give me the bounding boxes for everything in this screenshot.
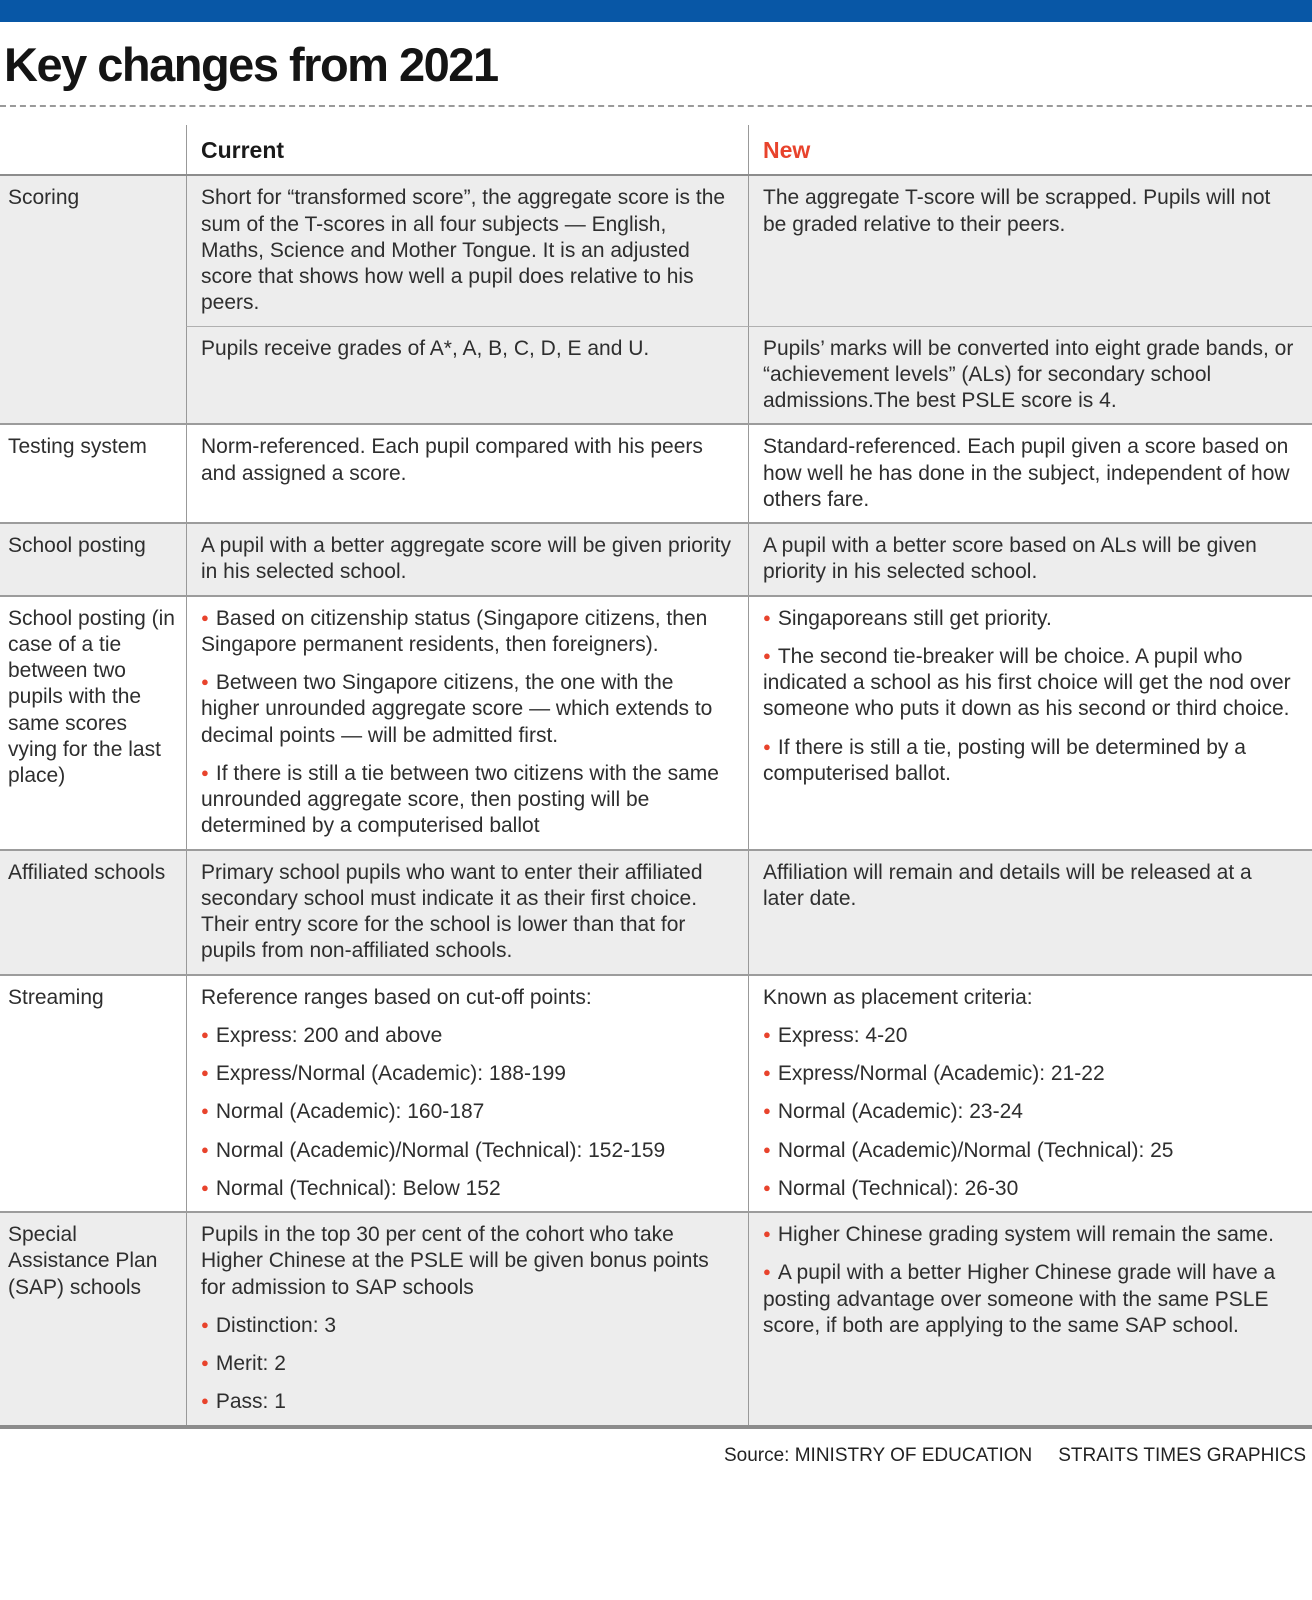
header-spacer: [0, 125, 186, 174]
cell-current: [186, 976, 748, 1212]
cell-new: [748, 524, 1312, 595]
cell-paragraph: ● Normal (Technical): Below 152: [201, 1176, 501, 1200]
cell-paragraph: ● Normal (Academic)/Normal (Technical): 152-159: [201, 1138, 666, 1162]
column-header-current: Current: [186, 125, 748, 174]
credit-text: STRAITS TIMES GRAPHICS: [1058, 1444, 1306, 1466]
cell-new: [748, 326, 1312, 424]
bullet-icon: ●: [201, 764, 209, 780]
cell-paragraph: Standard-referenced. Each pupil given a score based on how well he has done in the subject, independent of how others fare.: [763, 435, 1290, 511]
cell-paragraph: ● A pupil with a better Higher Chinese grade will have a posting advantage over someone with the same PSLE score, if both are applying to the same SAP school.: [763, 1261, 1276, 1337]
bullet-icon: ●: [201, 1316, 209, 1332]
table-row-school-posting-tie: [0, 595, 1312, 849]
bullet-icon: ●: [201, 1103, 209, 1119]
row-label: Scoring: [8, 186, 80, 210]
cell-paragraph: ● If there is still a tie between two citizens with the same unrounded aggregate score, then posting will be determined by a computerised ballot: [201, 761, 719, 838]
row-label: Affiliated schools: [8, 860, 166, 884]
cell-paragraph: Pupils in the top 30 per cent of the cohort who take Higher Chinese at the PSLE will be given bonus points for admission to SAP schools: [201, 1223, 709, 1299]
cell-new: [748, 425, 1312, 522]
table-row-school-posting: [0, 522, 1312, 595]
table-row-testing-system: [0, 423, 1312, 522]
cell-paragraph: ● Distinction: 3: [201, 1313, 337, 1337]
source-text: Source: MINISTRY OF EDUCATION: [723, 1444, 1033, 1466]
cell-paragraph: ● Express/Normal (Academic): 21-22: [763, 1062, 1105, 1086]
bullet-icon: ●: [201, 609, 209, 625]
cell-paragraph: ● Higher Chinese grading system will remain the same.: [763, 1223, 1274, 1247]
bullet-icon: ●: [763, 1026, 771, 1042]
cell-paragraph: Norm-referenced. Each pupil compared with his peers and assigned a score.: [201, 435, 703, 485]
cell-new: [748, 176, 1312, 325]
cell-paragraph: ● Express: 200 and above: [201, 1023, 443, 1047]
cell-paragraph: ● Express: 4-20: [763, 1023, 908, 1047]
cell-paragraph: A pupil with a better aggregate score will be given priority in his selected school.: [201, 534, 731, 584]
row-label: Special Assistance Plan (SAP) schools: [8, 1223, 158, 1299]
column-header-new: New: [748, 125, 1312, 174]
bullet-icon: ●: [763, 738, 771, 754]
bullet-icon: ●: [763, 1065, 771, 1081]
bullet-icon: ●: [763, 1264, 771, 1280]
cell-paragraph: Primary school pupils who want to enter their affiliated secondary school must indicate it as their first choice. Their entry score for the school is lower than that for pupils from non-affiliated schools.: [201, 860, 703, 963]
cell-paragraph: ● Normal (Academic): 23-24: [763, 1100, 1023, 1124]
table-row-affiliated-schools: [0, 849, 1312, 974]
cell-paragraph: ● If there is still a tie, posting will be determined by a computerised ballot.: [763, 735, 1246, 785]
row-label: School posting: [8, 534, 146, 558]
bullet-icon: ●: [763, 1141, 771, 1157]
cell-paragraph: Pupils receive grades of A*, A, B, C, D, E and U.: [201, 336, 650, 360]
cell-paragraph: Short for “transformed score”, the aggregate score is the sum of the T-scores in all four subjects — English, Maths, Science and Mother Tongue. It is an adjusted score that shows how well a pupil does relative to his peers.: [201, 186, 726, 315]
cell-new: [748, 597, 1312, 849]
cell-current: [186, 326, 748, 424]
row-label: Streaming: [8, 985, 104, 1009]
bullet-icon: ●: [201, 1026, 209, 1042]
cell-current: [186, 597, 748, 849]
cell-new: [748, 976, 1312, 1212]
bullet-icon: ●: [201, 1393, 209, 1409]
source-line: [0, 1429, 1312, 1467]
table-row-scoring: [0, 176, 1312, 423]
cell-paragraph: ● Merit: 2: [201, 1352, 286, 1376]
cell-current: [186, 851, 748, 974]
cell-paragraph: ● Express/Normal (Academic): 188-199: [201, 1062, 566, 1086]
cell-paragraph: Known as placement criteria:: [763, 985, 1033, 1009]
bullet-icon: ●: [201, 1065, 209, 1081]
cell-new: [748, 1213, 1312, 1425]
bullet-icon: ●: [201, 1355, 209, 1371]
bullet-icon: ●: [763, 1103, 771, 1119]
table-row-sap-schools: [0, 1211, 1312, 1425]
bullet-icon: ●: [763, 647, 771, 663]
masthead-bar: [0, 0, 1312, 22]
cell-paragraph: ● Based on citizenship status (Singapore citizens, then Singapore permanent residents, then foreigners).: [201, 606, 708, 656]
bullet-icon: ●: [201, 1179, 209, 1195]
cell-paragraph: ● Pass: 1: [201, 1390, 286, 1414]
cell-paragraph: The aggregate T-score will be scrapped. Pupils will not be graded relative to their peers.: [763, 186, 1271, 236]
row-label: School posting (in case of a tie between two pupils with the same scores vying for the last place): [8, 606, 175, 788]
cell-current: [186, 524, 748, 595]
cell-current: [186, 176, 748, 325]
bullet-icon: ●: [201, 674, 209, 690]
cell-paragraph: Affiliation will remain and details will be released at a later date.: [763, 860, 1252, 910]
cell-new: [748, 851, 1312, 974]
cell-paragraph: ● Between two Singapore citizens, the one with the higher unrounded aggregate score — which extends to decimal points — will be admitted first.: [201, 671, 713, 747]
cell-paragraph: ● Singaporeans still get priority.: [763, 606, 1052, 630]
cell-paragraph: A pupil with a better score based on ALs will be given priority in his selected school.: [763, 534, 1257, 584]
cell-paragraph: Pupils’ marks will be converted into eight grade bands, or “achievement levels” (ALs) for secondary school admissions.The best PSLE score is 4.: [763, 336, 1294, 413]
page-title: Key changes from 2021: [4, 38, 498, 91]
row-label: Testing system: [8, 435, 147, 459]
table-header-row: [0, 125, 1312, 176]
dashed-divider: [0, 105, 1312, 107]
comparison-table: [0, 125, 1312, 1428]
bullet-icon: ●: [763, 1226, 771, 1242]
cell-paragraph: ● Normal (Academic)/Normal (Technical): 25: [763, 1138, 1174, 1162]
cell-paragraph: Reference ranges based on cut-off points:: [201, 985, 592, 1009]
cell-paragraph: ● The second tie-breaker will be choice. A pupil who indicated a school as his first choice will get the nod over someone who puts it down as his second or third choice.: [763, 644, 1291, 721]
bullet-icon: ●: [201, 1141, 209, 1157]
cell-current: [186, 425, 748, 522]
cell-current: [186, 1213, 748, 1425]
cell-paragraph: ● Normal (Technical): 26-30: [763, 1176, 1019, 1200]
bullet-icon: ●: [763, 609, 771, 625]
bullet-icon: ●: [763, 1179, 771, 1195]
table-row-streaming: [0, 974, 1312, 1212]
cell-paragraph: ● Normal (Academic): 160-187: [201, 1100, 485, 1124]
